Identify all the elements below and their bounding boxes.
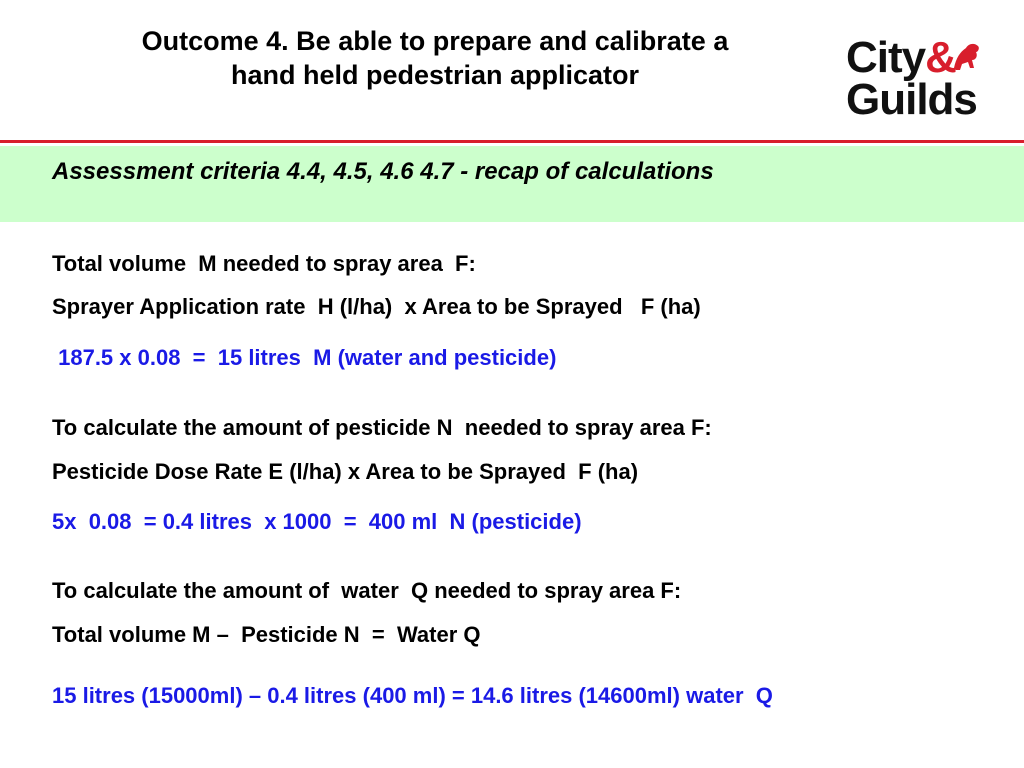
- section-3-formula: Total volume M – Pesticide N = Water Q: [52, 622, 481, 647]
- logo-word-guilds: Guilds: [846, 75, 977, 124]
- lion-emblem-icon: [948, 38, 984, 74]
- slide-title: [60, 24, 810, 92]
- header-divider: [0, 140, 1024, 143]
- slide-title-line-2: hand held pedestrian applicator: [230, 60, 640, 90]
- criteria-heading: Assessment criteria 4.4, 4.5, 4.6 4.7 - recap of calculations: [52, 158, 714, 185]
- slide-title-line-1: Outcome 4. Be able to prepare and calibrate a: [141, 26, 729, 56]
- logo-ampersand: &: [925, 33, 956, 82]
- section-1-formula: Sprayer Application rate H (l/ha) x Area to be Sprayed F (ha): [52, 294, 701, 319]
- city-and-guilds-logo: [846, 33, 986, 126]
- section-3-result: 15 litres (15000ml) – 0.4 litres (400 ml) = 14.6 litres (14600ml) water Q: [52, 683, 773, 708]
- section-2-result: 5x 0.08 = 0.4 litres x 1000 = 400 ml N (pesticide): [52, 509, 582, 534]
- section-3-heading: To calculate the amount of water Q needed to spray area F:: [52, 578, 682, 603]
- section-2-heading: To calculate the amount of pesticide N needed to spray area F:: [52, 415, 712, 440]
- section-1-result: 187.5 x 0.08 = 15 litres M (water and pesticide): [52, 345, 557, 370]
- section-1-heading: Total volume M needed to spray area F:: [52, 251, 476, 276]
- section-2-formula: Pesticide Dose Rate E (l/ha) x Area to be Sprayed F (ha): [52, 459, 639, 484]
- logo-word-city: City: [846, 33, 926, 82]
